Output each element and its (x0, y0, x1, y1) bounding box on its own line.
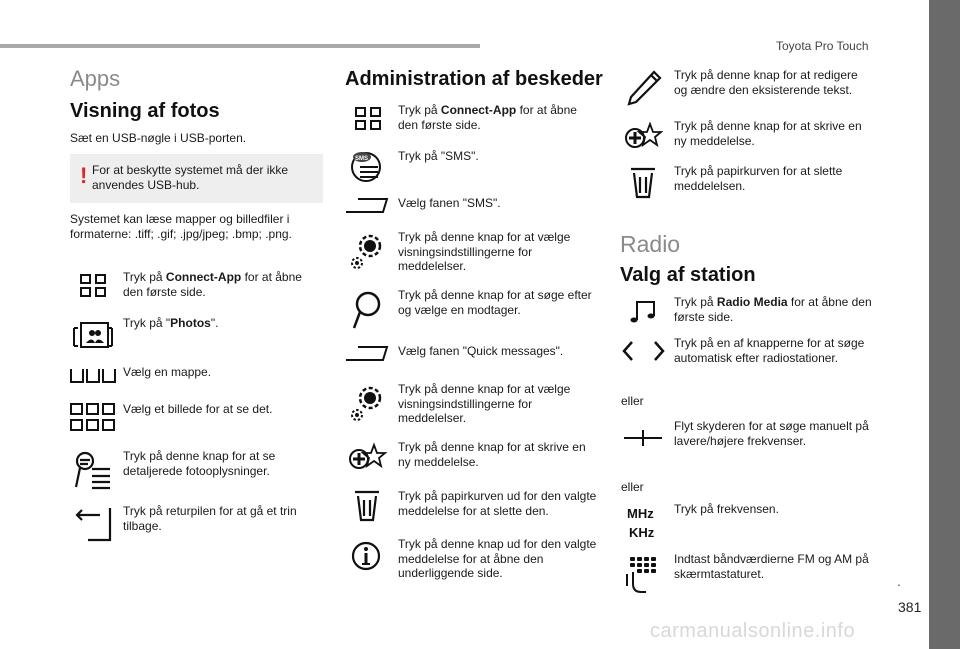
item-text: Tryk på Radio Media for at åbne den første side. (674, 295, 872, 324)
warning-text: For at beskytte systemet må der ikke anvendes USB-hub. (92, 163, 289, 192)
item-text: Tryk på denne knap for at søge efter og vælge en modtager. (398, 288, 592, 317)
item-text: Flyt skyderen for at søge manuelt på lavere/højere frekvenser. (674, 419, 869, 448)
grid-icon (70, 270, 120, 316)
watermark: carmanualsonline.info (650, 620, 856, 642)
new-message-icon (344, 440, 394, 486)
settings-icon (344, 382, 394, 428)
mhz-label: MHz (627, 506, 654, 521)
item-text: Indtast båndværdierne FM og AM på skærmtastaturet. (674, 552, 869, 581)
item-text: Tryk på papirkurven for at slette meddelelsen. (674, 164, 843, 193)
item-text: Vælg en mappe. (123, 365, 212, 379)
svg-text:SMS: SMS (355, 156, 369, 162)
item-text: Vælg fanen "Quick messages". (398, 344, 564, 358)
new-message-icon (620, 119, 670, 165)
eller-text: eller (621, 394, 644, 408)
item-text: Tryk på frekvensen. (674, 502, 779, 516)
search-list-icon (70, 447, 120, 493)
heading-valg-af-station: Valg af station (620, 264, 756, 286)
khz-label: KHz (629, 525, 655, 540)
item-text: Tryk på "SMS". (398, 149, 479, 163)
item-text: Tryk på denne knap for at skrive en ny meddelelse. (674, 119, 862, 148)
sms-icon (344, 147, 394, 193)
keypad-icon (620, 552, 670, 598)
item-text: Tryk på returpilen for at gå et trin tilbage. (123, 504, 297, 533)
trash-icon (620, 164, 670, 210)
item-text: Tryk på denne knap ud for den valgte meddelelse for at åbne den underliggende side. (398, 537, 597, 580)
slider-icon (620, 419, 670, 465)
page-edge-strip (929, 0, 960, 649)
pencil-icon (620, 68, 670, 114)
section-apps: Apps (70, 66, 121, 91)
item-text: Tryk på Connect-App for at åbne den første side. (398, 103, 577, 132)
item-text: Tryk på en af knapperne for at søge automatisk efter radiostationer. (674, 336, 865, 365)
page-number: 381 (898, 599, 922, 615)
music-note-icon (620, 295, 670, 341)
search-icon (344, 288, 394, 334)
item-text: Tryk på denne knap for at skrive en ny meddelelse. (398, 440, 586, 469)
settings-icon (344, 230, 394, 276)
heading-administration-af-beskeder: Administration af beskeder (345, 68, 603, 90)
item-text: Vælg fanen "SMS". (398, 196, 501, 210)
item-text: Tryk på denne knap for at vælge visningsindstillingerne for meddelelser. (398, 382, 571, 425)
photos-icon (70, 316, 120, 362)
warning-icon: ! (80, 163, 88, 188)
page-continuation-mark: . (897, 573, 901, 589)
item-text: Tryk på Connect-App for at åbne den første side. (123, 270, 302, 299)
header-rule (0, 44, 480, 48)
heading-visning-af-fotos: Visning af fotos (70, 100, 220, 122)
info-icon (344, 537, 394, 583)
formats-text: Systemet kan læse mapper og billedfiler i formaterne: .tiff; .gif; .jpg/jpeg; .bmp; .png. (70, 212, 292, 241)
item-text: Tryk på denne knap for at redigere og ændre den eksisterende tekst. (674, 68, 858, 97)
warning-box (70, 154, 323, 203)
trash-icon (344, 487, 394, 533)
section-radio: Radio (620, 231, 681, 257)
grid-icon (344, 103, 394, 149)
return-arrow-icon (70, 504, 120, 550)
item-text: Tryk på papirkurven ud for den valgte meddelelse for at slette den. (398, 489, 597, 518)
image-grid-icon (70, 400, 120, 446)
header-title: Toyota Pro Touch (776, 39, 869, 53)
chevrons-icon (620, 336, 670, 382)
item-text: Tryk på denne knap for at se detaljerede fotooplysninger. (123, 449, 276, 478)
item-text: Vælg et billede for at se det. (123, 402, 273, 416)
item-text: Tryk på "Photos". (123, 316, 219, 330)
eller-text: eller (621, 480, 644, 494)
intro-text: Sæt en USB-nøgle i USB-porten. (70, 131, 247, 145)
mhz-khz-icon (620, 502, 670, 548)
item-text: Tryk på denne knap for at vælge visningsindstillingerne for meddelelser. (398, 230, 571, 273)
